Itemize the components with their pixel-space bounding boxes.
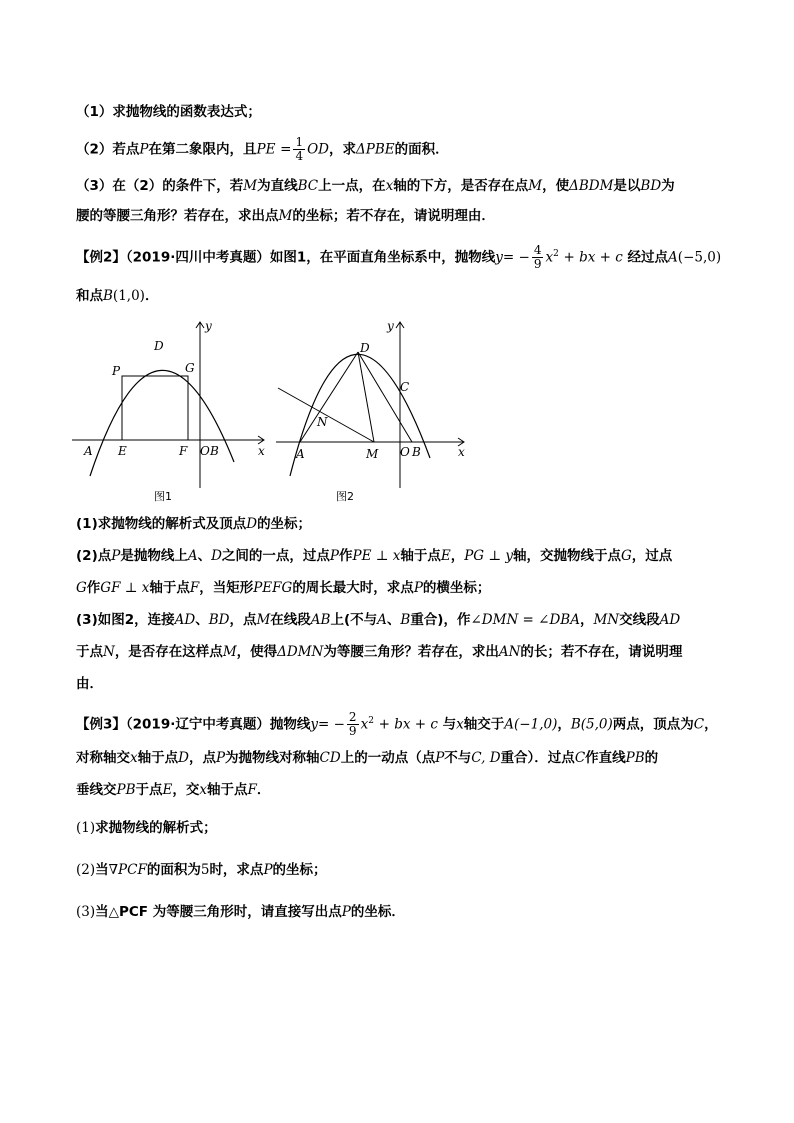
example-2-part-2-line-1: (2)点P是抛物线上A、D之间的一点，过点P作PE ⊥ x轴于点E，PG ⊥ y轴，交抛物线于点G，过点: [76, 548, 673, 564]
figure-1: [66, 312, 276, 507]
example-3-line-2: 对称轴交x轴于点D，点P为抛物线对称轴CD上的一动点（点P不与C, D重合）．过点C作直线PB的: [76, 750, 659, 766]
example-2-line-1: 【例2】（2019·四川中考真题）如图1，在平面直角坐标系中，抛物线y= − $\frac{4}{9}$ $x^2$ + bx + c 经过点A(−5,0): [76, 243, 722, 271]
question-1: （1）求抛物线的函数表达式；: [76, 104, 261, 120]
question-3-line-2: 腰的等腰三角形？若存在，求出点M的坐标；若不存在，请说明理由．: [76, 208, 495, 224]
fraction-four-ninths: $\frac{4}{9}$: [533, 243, 542, 271]
parabola: [90, 370, 234, 476]
example-2-line-2: 和点B(1,0)．: [76, 288, 159, 304]
fig2-label-B: B: [412, 445, 421, 459]
fraction-one-quarter: $\frac{1}{4}$: [295, 135, 304, 163]
fig1-label-B: B: [210, 444, 219, 458]
fig1-label-E: E: [118, 444, 127, 458]
example-2-part-3-line-1: (3)如图2，连接AD、BD，点M在线段AB上(不与A、B重合)，作∠DMN = ∠DBA，MN交线段AD: [76, 612, 681, 628]
fraction-two-ninths: $\frac{2}{9}$: [348, 710, 357, 738]
fig2-label-y: y: [387, 319, 394, 333]
example-2-part-3-line-3: 由．: [76, 676, 103, 692]
fig1-caption: 图1: [154, 490, 172, 503]
fig1-label-A: A: [84, 444, 93, 458]
fig1-label-O: O: [200, 444, 210, 458]
fig2-caption: 图2: [336, 490, 354, 503]
figure-2: [272, 312, 472, 507]
fig1-label-F: F: [179, 444, 188, 458]
example-3-part-1: (1)求抛物线的解析式；: [76, 820, 217, 836]
example-2-part-1: (1)求抛物线的解析式及顶点D的坐标；: [76, 516, 312, 532]
example-3-part-2: (2)当∇PCF的面积为5时，求点P的坐标；: [76, 862, 327, 878]
fig1-label-y: y: [205, 319, 212, 333]
fig2-label-M: M: [366, 447, 379, 461]
fig2-label-A: A: [296, 447, 305, 461]
example-2-part-3-line-2: 于点N，是否存在这样点M，使得ΔDMN为等腰三角形？若存在，求出AN的长；若不存在，请说明理: [76, 644, 683, 660]
fig2-label-N: N: [317, 415, 328, 429]
example-2-part-2-line-2: G作GF ⊥ x轴于点F，当矩形PEFG的周长最大时，求点P的横坐标；: [76, 580, 491, 596]
fig2-label-C: C: [400, 380, 410, 394]
fig1-label-P: P: [112, 364, 121, 378]
fig2-label-D: D: [360, 341, 370, 355]
fig2-label-O: O: [400, 445, 410, 459]
rectangle-pefg: [122, 376, 188, 440]
fig1-label-D: D: [154, 339, 164, 353]
question-3-line-1: （3）在（2）的条件下，若M为直线BC上一点，在x轴的下方，是否存在点M，使ΔBDM是以BD为: [76, 178, 675, 194]
fig2-label-x: x: [458, 445, 465, 459]
fig1-label-x: x: [258, 444, 265, 458]
fig1-label-G: G: [185, 361, 195, 375]
question-2: （2）若点P在第二象限内，且PE = $\frac{1}{4}$ OD，求ΔPBE的面积．: [76, 135, 449, 163]
example-3-part-3: (3)当△PCF 为等腰三角形时，请直接写出点P的坐标．: [76, 904, 405, 920]
example-3-line-1: 【例3】（2019·辽宁中考真题）抛物线y= − $\frac{2}{9}$ $x^2$ + bx + c 与x轴交于A(−1,0)，B(5,0)两点，顶点为C，: [76, 710, 718, 738]
example-3-line-3: 垂线交PB于点E，交x轴于点F．: [76, 782, 271, 798]
